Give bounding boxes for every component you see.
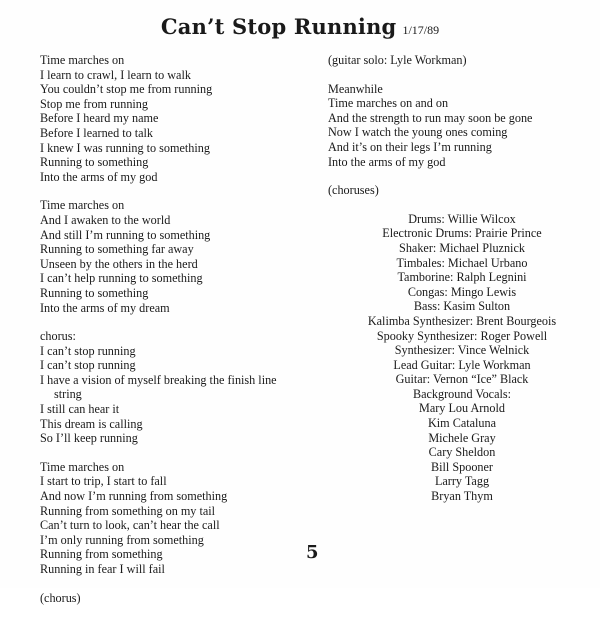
lyric-line-continuation: string [54,387,82,402]
lyric-line: Running from something on my tail [40,503,216,518]
lyric-line: This dream is calling [40,416,143,431]
credit-line: Bryan Thym [431,489,493,504]
lyric-line: Into the arms of my dream [40,300,170,315]
credit-line: Larry Tagg [434,474,490,489]
lyric-line: And now I’m running from something [40,489,228,504]
title-row [0,14,600,39]
chorus-reference [40,591,310,606]
credit-line: Electronic Drums: Prairie Prince [382,226,542,241]
credit-line: Kalimba Synthesizer: Brent Bourgeois [367,313,557,328]
credit-line: Timbales: Michael Urbano [396,255,528,270]
lyric-line: I still can hear it [40,402,120,417]
lyric-line: Before I heard my name [40,111,159,126]
lyric-line: Meanwhile [328,81,383,96]
credit-line: Spooky Synthesizer: Roger Powell [376,328,548,343]
stanza-1 [40,53,310,184]
lyric-line: Stop me from running [40,96,148,111]
guitar-solo-note [328,53,590,68]
chorus-ref-line: (chorus) [40,590,81,605]
stanza-2 [40,198,310,315]
credit-line: Cary Sheldon [428,445,496,460]
lyric-line: Into the arms of my god [40,169,158,184]
credit-line: Michele Gray [428,430,496,445]
left-column [40,53,310,619]
lyric-line: And I awaken to the world [40,212,171,227]
song-date: 1/17/89 [402,23,440,37]
lyric-line: I can’t help running to something [40,271,203,286]
stanza-3 [40,460,310,577]
credit-line: Kim Cataluna [427,416,497,431]
song-title: Can’t Stop Running [160,14,397,39]
lyric-line: Time marches on [40,53,125,67]
lyric-line: Into the arms of my god [328,154,446,169]
lyric-line: I can’t stop running [40,358,136,373]
lyric-line: Unseen by the others in the herd [40,256,198,271]
credits-list [326,212,598,504]
lyric-line: Running to something [40,155,149,170]
lyric-line: Now I watch the young ones coming [328,125,508,140]
credit-line: Bass: Kasim Sulton [413,299,511,314]
lyric-line: Running from something [40,547,163,562]
lyric-line: And still I’m running to something [40,227,211,242]
lyric-line: Before I learned to talk [40,125,154,140]
credit-line: Synthesizer: Vince Welnick [394,343,530,358]
lyric-line: So I’ll keep running [40,431,138,446]
lyric-line: I learn to crawl, I learn to walk [40,67,191,82]
lyric-line: And it’s on their legs I’m running [328,139,492,154]
lyric-line: I knew I was running to something [40,140,210,155]
lyric-line: Running to something [40,285,149,300]
choruses-line: (choruses) [328,183,379,198]
lyric-line: I have a vision of myself breaking the finish line [40,372,277,387]
lyric-line: I can’t stop running [40,343,136,358]
credit-line: Drums: Willie Wilcox [408,211,516,226]
credit-line: Guitar: Vernon “Ice” Black [395,372,529,387]
credit-line: Lead Guitar: Lyle Workman [393,357,531,372]
lyric-line: I start to trip, I start to fall [40,474,167,489]
lyric-line: Running to something far away [40,242,194,257]
lyric-line: Can’t turn to look, can’t hear the call [40,518,220,533]
credit-line: Shaker: Michael Pluznick [399,240,525,255]
credit-line: Mary Lou Arnold [419,401,505,416]
lyric-line: You couldn’t stop me from running [40,82,213,97]
stanza-4 [328,82,590,170]
lyric-line: Time marches on [40,198,125,213]
credit-line: Tamborine: Ralph Legnini [397,270,527,285]
credit-line: Bill Spooner [431,459,493,474]
page-number: 5 [306,542,319,563]
lyric-line: Time marches on [40,459,125,474]
right-column [328,53,590,504]
credit-line: Background Vocals: [412,386,512,401]
guitar-solo-line: (guitar solo: Lyle Workman) [328,53,467,67]
credit-line: Congas: Mingo Lewis [407,284,517,299]
lyric-line: And the strength to run may soon be gone [328,110,533,125]
lyric-line: Running in fear I will fail [40,562,165,576]
chorus-label: chorus: [40,329,76,344]
lyric-line: I’m only running from something [40,532,204,547]
chorus-stanza [40,329,310,446]
choruses-note [328,183,590,198]
lyric-line: Time marches on and on [328,96,449,111]
